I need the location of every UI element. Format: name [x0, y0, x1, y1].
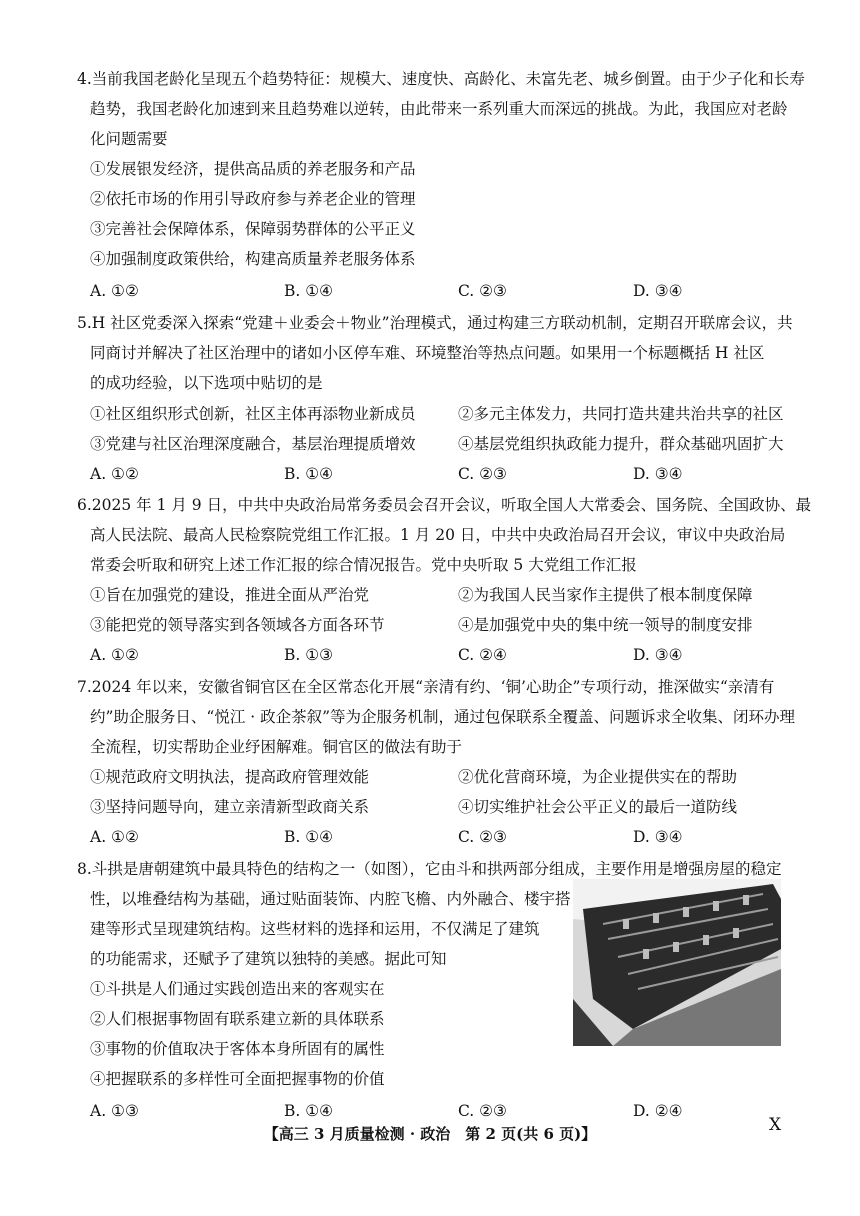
q5-item-1: ①社区组织形式创新，社区主体再添物业新成员: [90, 405, 416, 423]
q5-stem-line-1: 5.H 社区党委深入探索“党建＋业委会＋物业”治理模式，通过构建三方联动机制，定期召开联席会议，共: [77, 314, 793, 332]
q7-option-d: D. ③④: [633, 828, 683, 846]
q8-item-1: ①斗拱是人们通过实践创造出来的客观实在: [90, 980, 385, 998]
dougong-illustration: [573, 879, 781, 1046]
q5-stem-line-2: 同商讨并解决了社区治理中的诸如小区停车难、环境整治等热点问题。如果用一个标题概括 H 社区: [90, 344, 765, 362]
q6-item-3: ③能把党的领导落实到各领域各方面各环节: [90, 616, 385, 634]
q8-option-b: B. ①④: [284, 1102, 334, 1120]
q8-stem-line-1: 8.斗拱是唐朝建筑中最具特色的结构之一（如图），它由斗和拱两部分组成，主要作用是增强房屋的稳定: [77, 860, 782, 878]
q7-stem-line-3: 全流程，切实帮助企业纾困解难。铜官区的做法有助于: [90, 738, 463, 756]
q7-option-a: A. ①②: [90, 828, 139, 846]
q6-option-a: A. ①②: [90, 646, 139, 664]
q7-stem-line-2: 约”助企服务日、“悦江 · 政企茶叙”等为企服务机制，通过包保联系全覆盖、问题诉求全收集、闭环办理: [90, 708, 796, 726]
q6-stem-line-3: 常委会听取和研究上述工作汇报的综合情况报告。党中央听取 5 大党组工作汇报: [90, 556, 637, 574]
q6-option-c: C. ②④: [458, 646, 507, 664]
q5-item-3: ③党建与社区治理深度融合，基层治理提质增效: [90, 435, 416, 453]
q6-item-1: ①旨在加强党的建设，推进全面从严治党: [90, 586, 370, 604]
q6-item-2: ②为我国人民当家作主提供了根本制度保障: [458, 586, 753, 604]
q8-item-3: ③事物的价值取决于客体本身所固有的属性: [90, 1040, 385, 1058]
q5-option-a: A. ①②: [90, 465, 139, 483]
q8-option-a: A. ①③: [90, 1102, 139, 1120]
q4-item-2: ②依托市场的作用引导政府参与养老企业的管理: [90, 190, 416, 208]
q4-option-a: A. ①②: [90, 282, 139, 300]
page-footer: 【高三 3 月质量检测 · 政治 第 2 页(共 6 页)】: [263, 1125, 597, 1143]
q4-option-c: C. ②③: [458, 282, 507, 300]
q5-option-d: D. ③④: [633, 465, 683, 483]
q8-stem-line-3: 建等形式呈现建筑结构。这些材料的选择和运用，不仅满足了建筑: [90, 920, 540, 938]
q5-item-4: ④基层党组织执政能力提升，群众基础巩固扩大: [458, 435, 784, 453]
q6-option-b: B. ①③: [284, 646, 334, 664]
q6-stem-line-2: 高人民法院、最高人民检察院党组工作汇报。1 月 20 日，中共中央政治局召开会议，审议中央政治局: [90, 526, 786, 544]
q8-stem-line-4: 的功能需求，还赋予了建筑以独特的美感。据此可知: [90, 950, 447, 968]
q7-option-b: B. ①④: [284, 828, 334, 846]
q7-item-4: ④切实维护社会公平正义的最后一道防线: [458, 798, 738, 816]
q7-stem-line-1: 7.2024 年以来，安徽省铜官区在全区常态化开展“亲清有约、‘铜’心助企”专项行动，推深做实“亲清有: [77, 678, 775, 696]
corner-mark: X: [769, 1115, 782, 1135]
dougong-photo: [573, 879, 781, 1046]
q7-item-1: ①规范政府文明执法，提高政府管理效能: [90, 768, 370, 786]
q7-option-c: C. ②③: [458, 828, 507, 846]
q6-option-d: D. ③④: [633, 646, 683, 664]
q8-option-c: C. ②③: [458, 1102, 507, 1120]
q5-item-2: ②多元主体发力，共同打造共建共治共享的社区: [458, 405, 784, 423]
q4-item-4: ④加强制度政策供给，构建高质量养老服务体系: [90, 250, 416, 268]
q5-option-b: B. ①④: [284, 465, 334, 483]
q6-item-4: ④是加强党中央的集中统一领导的制度安排: [458, 616, 753, 634]
q4-item-3: ③完善社会保障体系，保障弱势群体的公平正义: [90, 220, 416, 238]
q4-stem-line-2: 趋势，我国老龄化加速到来且趋势难以逆转，由此带来一系列重大而深远的挑战。为此，我国应对老龄: [90, 100, 788, 118]
q5-stem-line-3: 的成功经验，以下选项中贴切的是: [90, 374, 323, 392]
q4-item-1: ①发展银发经济，提供高品质的养老服务和产品: [90, 160, 416, 178]
q4-option-b: B. ①④: [284, 282, 334, 300]
q7-item-2: ②优化营商环境，为企业提供实在的帮助: [458, 768, 738, 786]
q8-stem-line-2: 性，以堆叠结构为基础，通过贴面装饰、内腔飞檐、内外融合、楼宇搭: [90, 890, 571, 908]
q4-option-d: D. ③④: [633, 282, 683, 300]
q8-item-4: ④把握联系的多样性可全面把握事物的价值: [90, 1070, 385, 1088]
q8-item-2: ②人们根据事物固有联系建立新的具体联系: [90, 1010, 385, 1028]
q4-stem-line-1: 4.当前我国老龄化呈现五个趋势特征：规模大、速度快、高龄化、未富先老、城乡倒置。由于少子化和长寿: [77, 70, 805, 88]
q8-option-d: D. ②④: [633, 1102, 683, 1120]
q7-item-3: ③坚持问题导向，建立亲清新型政商关系: [90, 798, 370, 816]
q6-stem-line-1: 6.2025 年 1 月 9 日，中共中央政治局常务委员会召开会议，听取全国人大常委会、国务院、全国政协、最: [77, 496, 812, 514]
q5-option-c: C. ②③: [458, 465, 507, 483]
q4-stem-line-3: 化问题需要: [90, 130, 168, 148]
